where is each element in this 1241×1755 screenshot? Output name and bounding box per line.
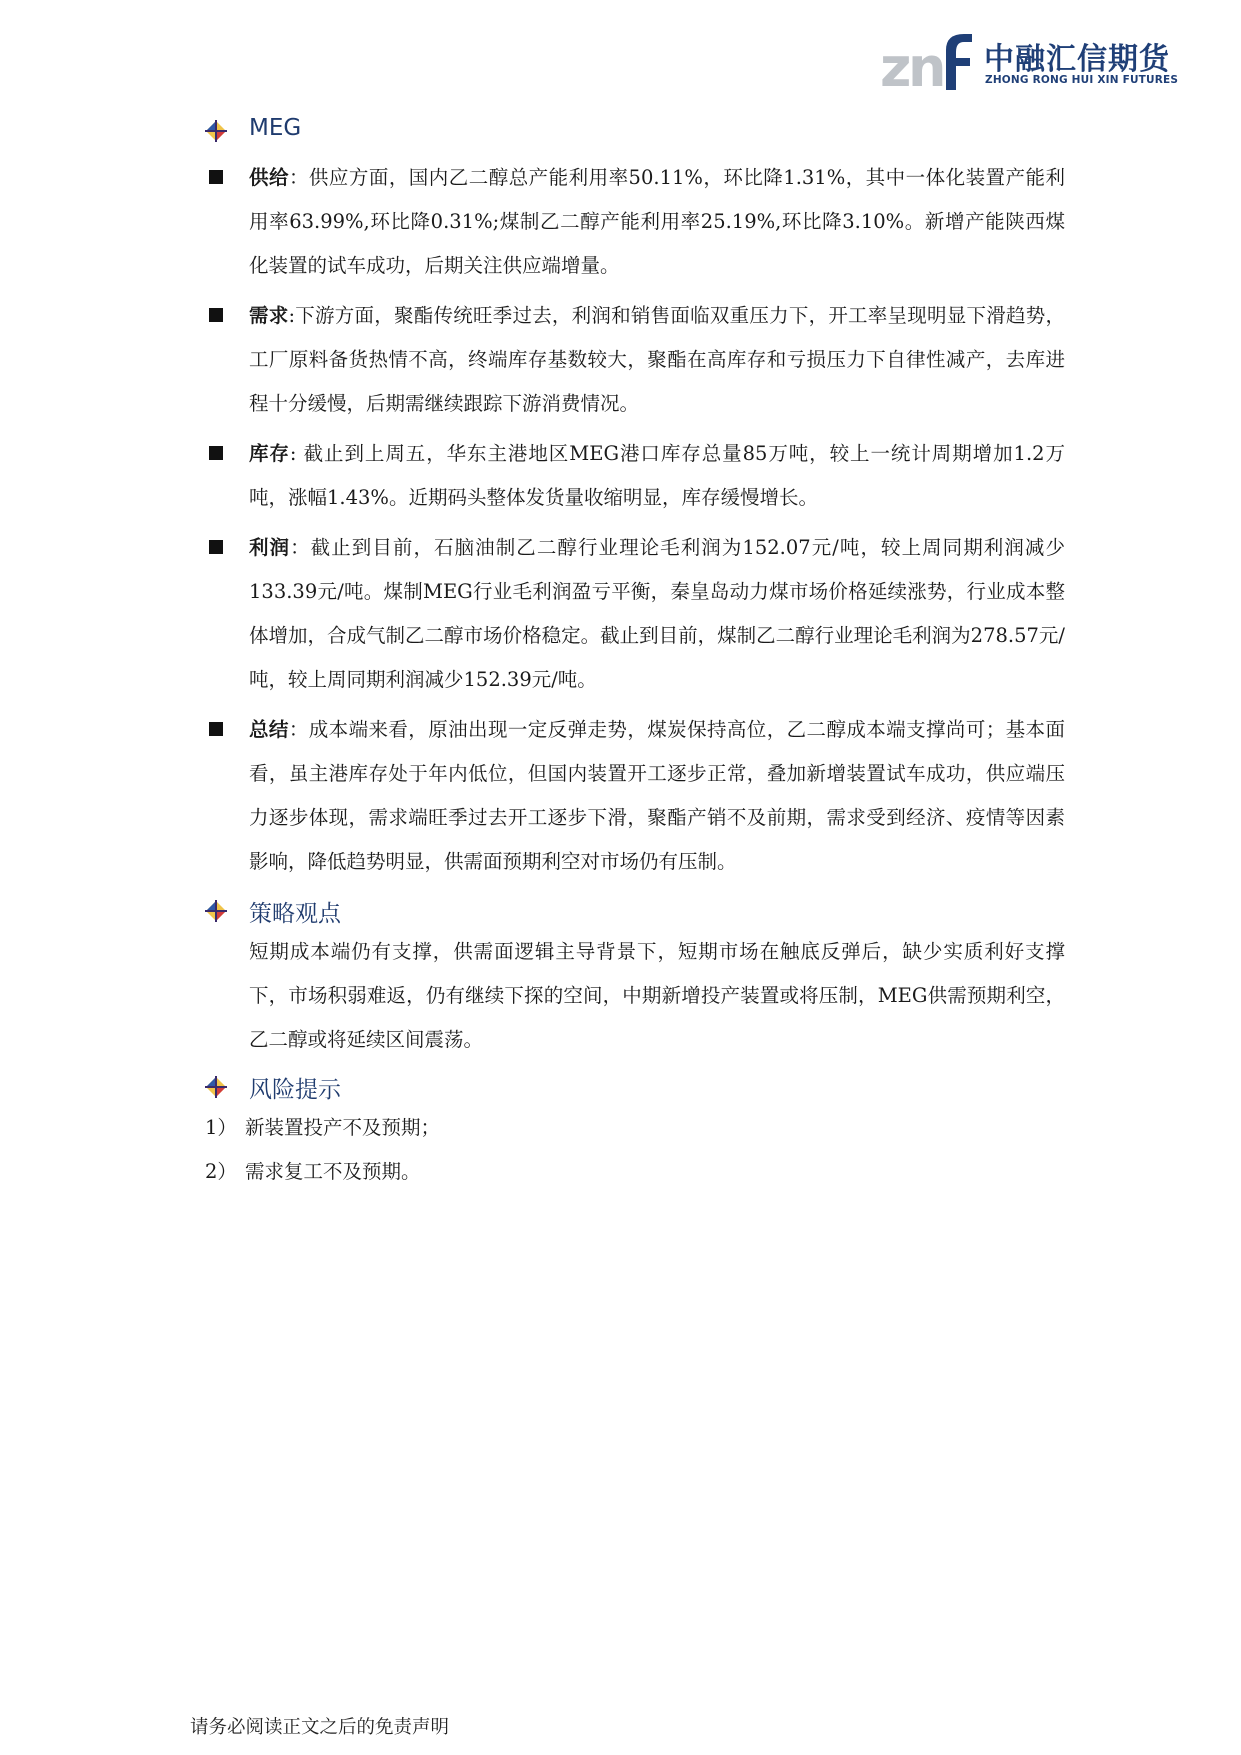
bullet-key: 总结	[249, 718, 289, 741]
svg-text:n: n	[908, 36, 947, 94]
section-risk	[205, 1066, 1065, 1106]
square-bullet-icon	[209, 446, 223, 460]
report-body	[205, 110, 1065, 1194]
bullet-demand	[205, 294, 1065, 426]
section-title-risk: 风险提示	[249, 1077, 341, 1103]
bullet-inventory	[205, 432, 1065, 520]
company-logo	[880, 28, 1179, 94]
bullet-key: 供给	[249, 166, 289, 189]
list-number: 2）	[205, 1160, 237, 1183]
strategy-paragraph	[205, 930, 1065, 1062]
znf-logo-icon	[880, 28, 976, 94]
strategy-text: 短期成本端仍有支撑，供需面逻辑主导背景下，短期市场在触底反弹后，缺少实质利好支撑下，市场积弱难返，仍有继续下探的空间，中期新增投产装置或将压制，MEG供需预期利空，乙二醇或将延续区间震荡。	[249, 940, 1065, 1051]
bullet-text: ：成本端来看，原油出现一定反弹走势，煤炭保持高位，乙二醇成本端支撑尚可；基本面看，虽主港库存处于年内低位，但国内装置开工逐步正常，叠加新增装置试车成功，供应端压力逐步体现，需求端旺季过去开工逐步下滑，聚酯产销不及前期，需求受到经济、疫情等因素影响，降低趋势明显，供需面预期利空对市场仍有压制。	[249, 718, 1065, 873]
list-text: 需求复工不及预期。	[245, 1160, 421, 1183]
risk-list	[205, 1106, 1065, 1194]
svg-text:z: z	[880, 36, 912, 94]
square-bullet-icon	[209, 540, 223, 554]
square-bullet-icon	[209, 722, 223, 736]
section-meg	[205, 110, 1065, 150]
list-text: 新装置投产不及预期；	[245, 1116, 441, 1139]
bullet-key: 利润	[249, 536, 291, 559]
diamond-bullet-icon	[205, 120, 227, 142]
bullet-text: ：截止到目前，石脑油制乙二醇行业理论毛利润为152.07元/吨，较上周同期利润减少133.39元/吨。煤制MEG行业毛利润盈亏平衡，秦皇岛动力煤市场价格延续涨势，行业成本整体增加，合成气制乙二醇市场价格稳定。截止到目前，煤制乙二醇行业理论毛利润为278.57元/吨，较上周同期利润减少152.39元/吨。	[249, 536, 1065, 691]
list-item	[205, 1106, 1065, 1150]
bullet-key: 库存	[249, 442, 290, 465]
section-title-strategy: 策略观点	[249, 901, 341, 927]
list-item	[205, 1150, 1065, 1194]
diamond-bullet-icon	[205, 1076, 227, 1098]
bullet-text: : 截止到上周五，华东主港地区MEG港口库存总量85万吨，较上一统计周期增加1.2万吨，涨幅1.43%。近期码头整体发货量收缩明显，库存缓慢增长。	[249, 442, 1065, 509]
logo-chinese-name: 中融汇信期货	[984, 42, 1170, 77]
section-strategy	[205, 890, 1065, 930]
bullet-text: ：供应方面，国内乙二醇总产能利用率50.11%，环比降1.31%，其中一体化装置产能利用率63.99%,环比降0.31%;煤制乙二醇产能利用率25.19%,环比降3.10%。新增产能陕西煤化装置的试车成功，后期关注供应端增量。	[249, 166, 1065, 277]
bullet-profit	[205, 526, 1065, 702]
disclaimer-footer: 请务必阅读正文之后的免责声明	[190, 1717, 450, 1738]
list-number: 1）	[205, 1116, 237, 1139]
diamond-bullet-icon	[205, 900, 227, 922]
square-bullet-icon	[209, 170, 223, 184]
bullet-supply	[205, 156, 1065, 288]
bullet-text: :下游方面，聚酯传统旺季过去，利润和销售面临双重压力下，开工率呈现明显下滑趋势，工厂原料备货热情不高，终端库存基数较大，聚酯在高库存和亏损压力下自律性减产，去库进程十分缓慢，后期需继续跟踪下游消费情况。	[249, 304, 1065, 415]
bullet-key: 需求	[249, 304, 289, 327]
bullet-summary	[205, 708, 1065, 884]
logo-english-name: ZHONG RONG HUI XIN FUTURES	[985, 74, 1179, 86]
section-title-meg: MEG	[249, 115, 302, 141]
square-bullet-icon	[209, 308, 223, 322]
